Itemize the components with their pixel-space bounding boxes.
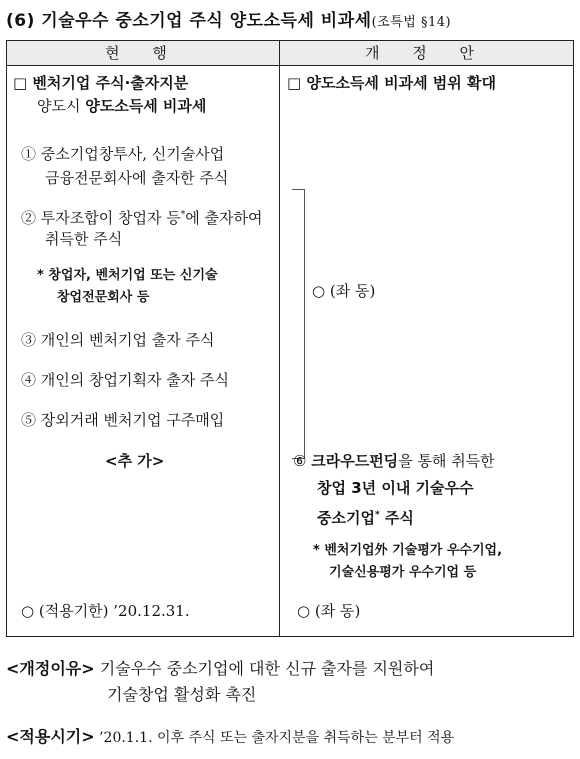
reason-text: 기술우수 중소기업에 대한 신규 출자를 지원하여	[99, 659, 435, 678]
item-number: ③	[21, 331, 37, 349]
item-number: ④	[21, 371, 37, 389]
checkbox-icon: □	[13, 74, 28, 92]
item-text: 중소기업창투사, 신기술사업	[40, 145, 225, 163]
item-number: ⑤	[21, 411, 37, 429]
footnote-mark: *	[374, 510, 380, 520]
item-number: ⑥	[293, 452, 307, 470]
reason-label: <개정이유>	[6, 659, 95, 678]
revised-same-1: ○ (좌 동)	[312, 282, 376, 300]
current-item-5	[21, 410, 224, 430]
table-header	[7, 41, 573, 66]
item-text: 장외거래 벤처기업 구주매입	[40, 411, 225, 429]
revised-heading-text: 양도소득세 비과세 범위 확대	[306, 74, 496, 92]
header-current: 현 행	[105, 44, 181, 62]
current-deadline: ○ (적용기한) ’20.12.31.	[21, 602, 190, 620]
effective-date	[6, 726, 454, 749]
current-item-1-line2: 금융전문회사에 출자한 주식	[45, 169, 229, 187]
revision-reason-line2: 기술창업 활성화 촉진	[107, 685, 257, 704]
item-text-cont: 에 출자하여	[185, 209, 263, 227]
item-bold-rest: 주식	[379, 509, 414, 527]
item-bold: 크라우드펀딩	[311, 452, 399, 470]
current-note	[37, 266, 218, 286]
current-added-placeholder: <추 가>	[105, 452, 165, 470]
current-item-2-line2: 취득한 주식	[45, 230, 123, 248]
header-revised: 개 정 안	[364, 44, 488, 62]
note-text: 창업자, 벤처기업 또는 신기술	[48, 268, 218, 283]
section-title-main: (6) 기술우수 중소기업 주식 양도소득세 비과세	[6, 11, 372, 31]
revised-note	[313, 541, 502, 561]
current-heading-line2	[37, 96, 206, 116]
revised-note-line2: 기술신용평가 우수기업 등	[329, 565, 477, 580]
apply-text: ’20.1.1. 이후 주식 또는 출자지분을 취득하는 분부터 적용	[99, 730, 455, 746]
item-text: 개인의 벤처기업 출자 주식	[40, 331, 215, 349]
current-item-3	[21, 330, 215, 350]
item-bold: 중소기업	[317, 509, 375, 527]
note-mark: *	[37, 268, 44, 283]
revised-same-2: ○ (좌 동)	[297, 602, 361, 620]
checkbox-icon: □	[287, 74, 302, 92]
revised-item-6-line2: 창업 3년 이내 기술우수	[317, 479, 474, 497]
section-title	[6, 6, 451, 31]
item-number: ①	[21, 145, 37, 163]
revised-heading	[287, 73, 496, 93]
current-item-4	[21, 370, 229, 390]
same-as-bracket	[292, 189, 305, 459]
current-heading-line1: 벤처기업 주식·출자지분	[32, 74, 189, 92]
heading-prefix: 양도시	[37, 97, 86, 115]
item-text: 개인의 창업기획자 출자 주식	[40, 371, 229, 389]
revised-item-6	[293, 451, 495, 471]
law-reference: (조특법 §14)	[371, 15, 452, 30]
item-number: ②	[21, 209, 37, 227]
note-text: 벤처기업外 기술평가 우수기업,	[324, 543, 503, 558]
current-heading	[13, 73, 188, 93]
footnote-mark: *	[180, 210, 186, 220]
apply-label: <적용시기>	[6, 727, 95, 746]
note-mark: *	[313, 543, 320, 558]
current-item-1	[21, 144, 224, 164]
revised-item-6-line3	[317, 505, 414, 528]
comparison-table	[6, 40, 574, 637]
current-item-2	[21, 205, 262, 228]
item-text: 투자조합이 창업자 등	[40, 209, 181, 227]
current-note-line2: 창업전문회사 등	[57, 290, 150, 305]
heading-bold: 양도소득세 비과세	[85, 97, 207, 115]
column-divider	[279, 41, 280, 636]
item-text: 을 통해 취득한	[398, 452, 495, 470]
revision-reason	[6, 658, 434, 680]
